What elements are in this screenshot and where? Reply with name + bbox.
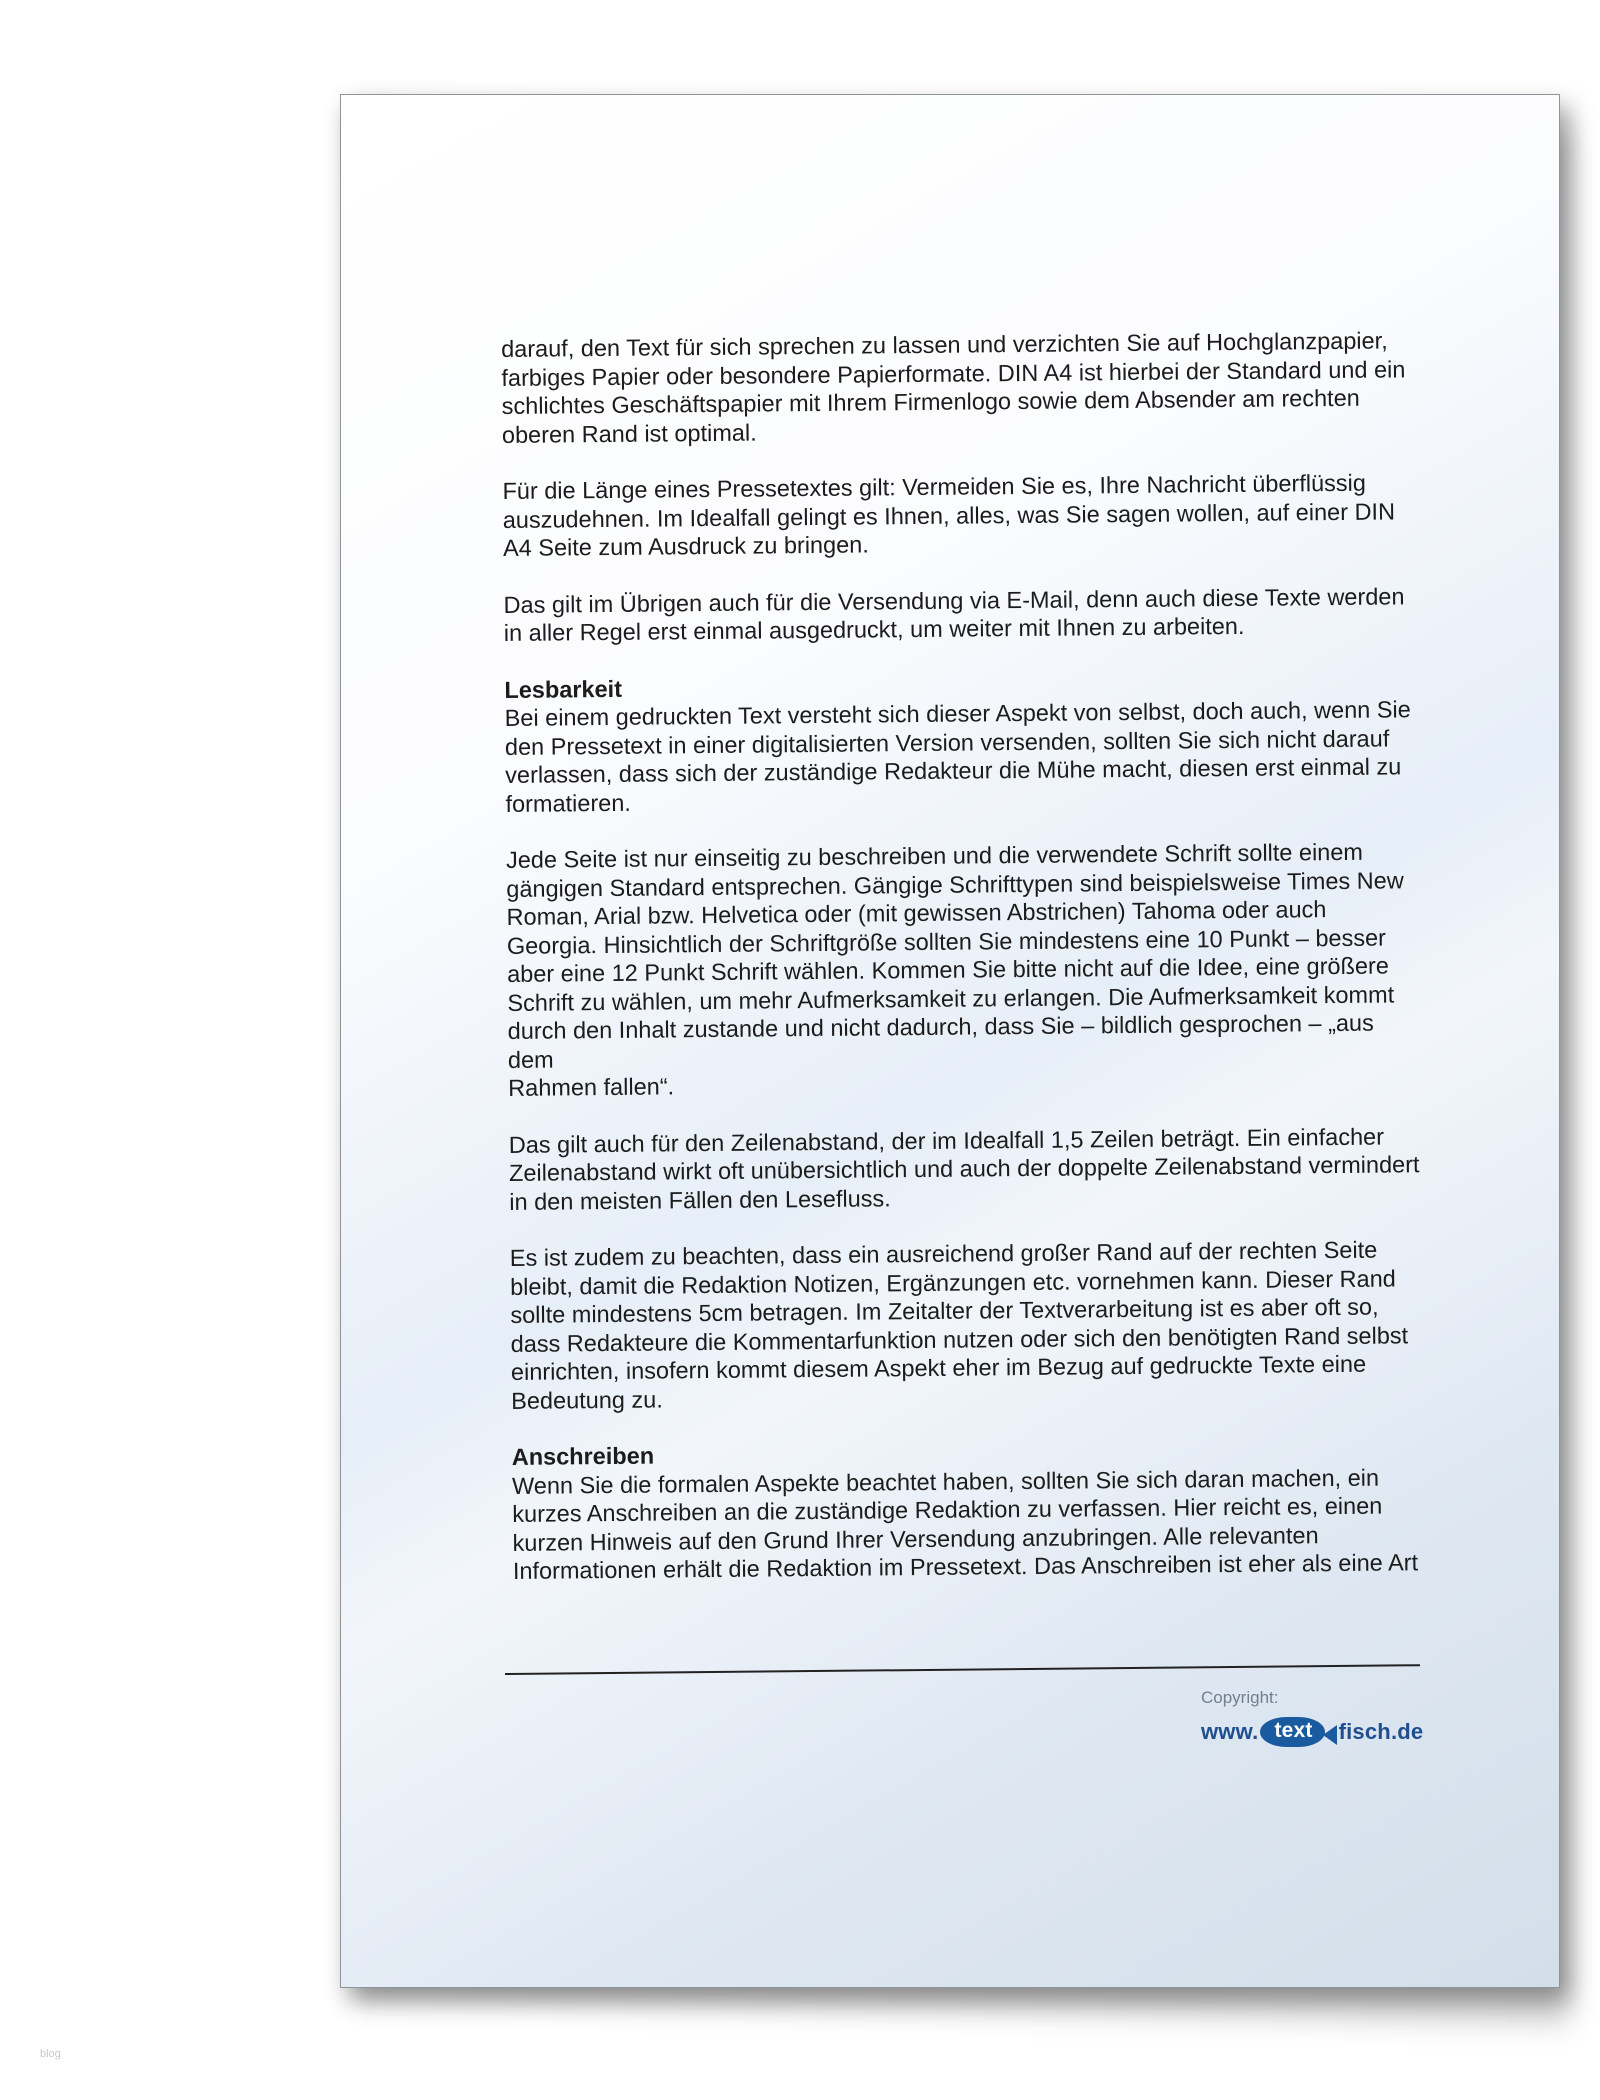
paragraph-margin: Es ist zudem zu beachten, dass ein ausreichend großer Rand auf der rechten Seite bleibt, damit die Redaktion Notizen, Ergänzungen etc. vornehmen kann. Dieser Rand sollte mindestens 5cm betragen. Im Zeitalter der Textverarbeitung ist es aber oft so, dass Redakteure die Kommentarfunktion nutzen oder sich den benötigten Rand selbst einrichten, insofern kommt diesem Aspekt eher im Bezug auf gedruckte Texte eine Bedeutung zu. [509, 1236, 1409, 1414]
logo-domain [1339, 1719, 1424, 1745]
paragraph-email: Das gilt im Übrigen auch für die Versendung via E-Mail, denn auch diese Texte werden in aller Regel erst einmal ausgedruckt, um weiter mit Ihnen zu arbeiten. [503, 582, 1405, 646]
paragraph-lesbarkeit-intro: Bei einem gedruckten Text versteht sich dieser Aspekt von selbst, doch auch, wenn Sie den Pressetext in einer digitalisierten Version versenden, sollten Sie sich nicht darauf verlassen, dass sich der zuständige Redakteur die Mühe macht, diesen erst einmal zu formatieren. [504, 696, 1411, 817]
logo-fisch: fisch [1338, 1719, 1391, 1744]
watermark: blog [40, 2048, 61, 2060]
heading-lesbarkeit: Lesbarkeit [504, 675, 623, 703]
heading-anschreiben: Anschreiben [511, 1442, 655, 1470]
logo-text: text [1274, 1719, 1313, 1742]
paragraph-font: Jede Seite ist nur einseitig zu beschreiben und die verwendete Schrift sollte einem gängigen Standard entsprechen. Gängige Schrifttypen sind beispielsweise Times New Roman, Arial bzw. Helvetica oder (mit gewissen Abstrichen) Tahoma oder auch Georgia. Hinsichtlich der Schriftgröße sollten Sie mindestens eine 10 Punkt – besser aber eine 12 Punkt Schrift wählen. Kommen Sie bitte nicht auf die Idee, eine größere Schrift zu wählen, um mehr Aufmerksamkeit zu erlangen. Die Aufmerksamkeit kommt durch den Inhalt zustande und nicht dadurch, dass Sie – bildlich gesprochen – „aus dem Rahmen fallen“. [505, 838, 1404, 1101]
document-page [340, 94, 1560, 1988]
textfisch-logo [1201, 1714, 1423, 1750]
paragraph-paper-format: darauf, den Text für sich sprechen zu lassen und verzichten Sie auf Hochglanzpapier, farbiges Papier oder besondere Papierformate. DIN A4 ist hierbei der Standard und ein schlichtes Geschäftspapier mit Ihrem Firmenlogo sowie dem Absender am rechten oberen Rand ist optimal. [501, 327, 1406, 448]
document-body [501, 326, 1428, 1613]
logo-www: www. [1201, 1719, 1259, 1744]
copyright-label: Copyright: [1201, 1688, 1279, 1707]
paragraph-line-spacing: Das gilt auch für den Zeilenabstand, der im Idealfall 1,5 Zeilen beträgt. Ein einfacher Zeilenabstand wirkt oft unübersichtlich und auch der doppelte Zeilenabstand vermindert in den meisten Fällen den Lesefluss. [508, 1123, 1420, 1215]
fish-tail-icon [1323, 1725, 1337, 1745]
paragraph-anschreiben: Wenn Sie die formalen Aspekte beachtet haben, sollten Sie sich daran machen, ein kurzes Anschreiben an die zuständige Redaktion zu verfassen. Hier reicht es, einen kurzen Hinweis auf den Grund Ihrer Versendung anzubringen. Alle relevanten Informationen erhält die Redaktion im Pressetext. Das Anschreiben ist eher als eine Art [511, 1464, 1419, 1584]
copyright-block [1201, 1688, 1441, 1768]
footer-rule [505, 1664, 1420, 1675]
fish-icon [1260, 1717, 1324, 1747]
logo-tld: .de [1390, 1719, 1424, 1744]
paragraph-length: Für die Länge eines Pressetextes gilt: Vermeiden Sie es, Ihre Nachricht überflüssig auszudehnen. Im Idealfall gelingt es Ihnen, alles, was Sie sagen wollen, auf einer DIN A4 Seite zum Ausdruck zu bringen. [502, 469, 1396, 561]
